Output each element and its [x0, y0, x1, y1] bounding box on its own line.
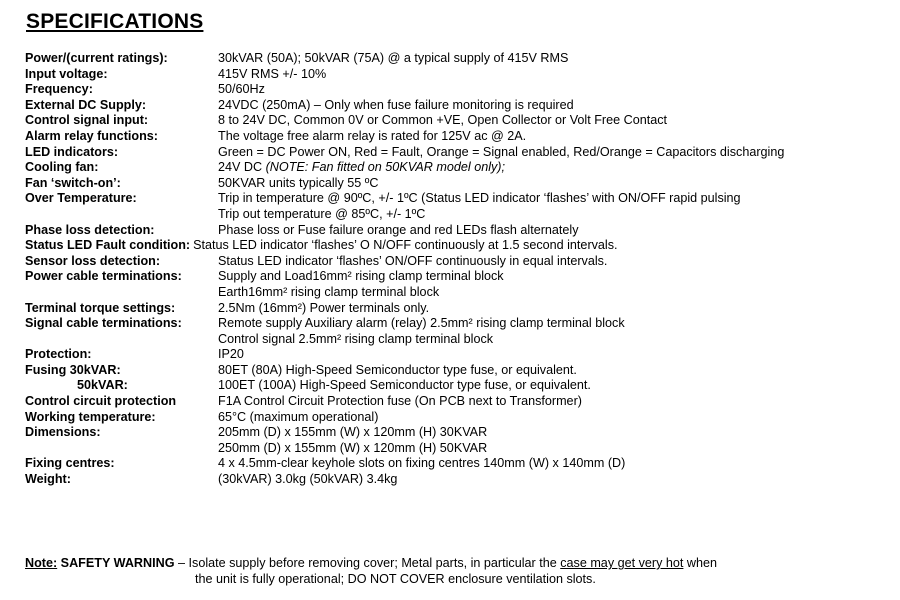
note-text: – Isolate supply before removing cover; Metal parts, in particular the: [174, 556, 561, 570]
spec-value: 2.5Nm (16mm²) Power terminals only.: [218, 300, 430, 315]
spec-value: 50KVAR units typically 55 ºC: [218, 175, 379, 190]
spec-row-fusing-30kvar: [25, 363, 895, 379]
page-title: SPECIFICATIONS: [26, 10, 204, 33]
spec-row-fixing-centres: [25, 456, 895, 472]
spec-row-control-signal: [25, 113, 895, 129]
spec-row-dimensions: [25, 425, 895, 456]
spec-value-note: (NOTE: Fan fitted on 50KVAR model only);: [265, 160, 505, 175]
spec-row-protection: [25, 347, 895, 363]
specifications-list: [25, 51, 895, 488]
spec-row-terminal-torque: [25, 301, 895, 317]
spec-value: Status LED indicator ‘flashes’ ON/OFF continuously in equal intervals.: [218, 253, 608, 268]
spec-value: Phase loss or Fuse failure orange and red LEDs flash alternately: [218, 222, 579, 237]
spec-value-main: 24V DC: [218, 160, 266, 175]
spec-row-external-dc: [25, 98, 895, 114]
spec-label: Signal cable terminations:: [25, 316, 182, 331]
spec-value-line: 205mm (D) x 155mm (W) x 120mm (H) 30KVAR: [218, 425, 488, 440]
spec-row-input-voltage: [25, 67, 895, 83]
spec-value: (30kVAR) 3.0kg (50kVAR) 3.4kg: [218, 472, 398, 487]
note-underlined-text: case may get very hot: [560, 556, 684, 570]
note-label: Note:: [25, 556, 58, 570]
spec-value: 100ET (100A) High-Speed Semiconductor type fuse, or equivalent.: [218, 378, 591, 393]
spec-label: Phase loss detection:: [25, 222, 155, 237]
spec-value-line: Remote supply Auxiliary alarm (relay) 2.5mm² rising clamp terminal block: [218, 316, 625, 331]
spec-value: 24VDC (250mA) – Only when fuse failure monitoring is required: [218, 97, 574, 112]
spec-value: IP20: [218, 347, 244, 362]
spec-row-phase-loss: [25, 223, 895, 239]
spec-row-weight: [25, 472, 895, 488]
spec-label: External DC Supply:: [25, 97, 147, 112]
spec-value: 415V RMS +/- 10%: [218, 66, 327, 81]
spec-row-alarm-relay: [25, 129, 895, 145]
note-line-2: the unit is fully operational; DO NOT COVER enclosure ventilation slots.: [195, 571, 596, 586]
spec-row-fusing-50kvar: [25, 378, 895, 394]
spec-row-fan-switch-on: [25, 176, 895, 192]
spec-value: 80ET (80A) High-Speed Semiconductor type fuse, or equivalent.: [218, 362, 577, 377]
spec-row-frequency: [25, 82, 895, 98]
spec-value: 50/60Hz: [218, 82, 265, 97]
spec-row-power-cable: [25, 269, 895, 300]
spec-label: Sensor loss detection:: [25, 253, 161, 268]
spec-label: LED indicators:: [25, 144, 119, 159]
spec-value: [218, 316, 625, 347]
spec-label: Power/(current ratings):: [25, 51, 168, 65]
spec-value: The voltage free alarm relay is rated for 125V ac @ 2A.: [218, 128, 527, 143]
spec-row-working-temperature: [25, 410, 895, 426]
spec-row-over-temperature: [25, 191, 895, 222]
spec-label: 50kVAR:: [77, 378, 128, 393]
spec-label: Fan ‘switch-on’:: [25, 175, 121, 190]
spec-row-cooling-fan: [25, 160, 895, 176]
spec-label: Control signal input:: [25, 113, 149, 128]
spec-label: Over Temperature:: [25, 191, 137, 206]
spec-row-status-led-fault: [25, 238, 895, 254]
spec-row-power: [25, 51, 895, 67]
spec-label: Weight:: [25, 472, 71, 487]
note-line-1: [25, 556, 885, 572]
spec-row-sensor-loss: [25, 254, 895, 270]
spec-value: 30kVAR (50A); 50kVAR (75A) @ a typical supply of 415V RMS: [218, 51, 569, 65]
spec-row-signal-cable: [25, 316, 895, 347]
note-warning: SAFETY WARNING: [57, 556, 175, 570]
note-text: when: [683, 556, 718, 570]
spec-value: Green = DC Power ON, Red = Fault, Orange = Signal enabled, Red/Orange = Capacitors discharging: [218, 144, 785, 159]
spec-label: Fusing 30kVAR:: [25, 362, 121, 377]
spec-value: 65°C (maximum operational): [218, 409, 379, 424]
spec-value: F1A Control Circuit Protection fuse (On PCB next to Transformer): [218, 394, 582, 409]
spec-label: Fixing centres:: [25, 456, 115, 471]
spec-value-line: Supply and Load16mm² rising clamp terminal block: [218, 269, 504, 284]
spec-label: Protection:: [25, 347, 92, 362]
spec-label: Power cable terminations:: [25, 269, 182, 284]
spec-label: Working temperature:: [25, 409, 156, 424]
spec-value: [218, 425, 487, 456]
spec-row-led-indicators: [25, 145, 895, 161]
spec-label: Frequency:: [25, 82, 93, 97]
spec-value-line: Control signal 2.5mm² rising clamp terminal block: [218, 331, 494, 346]
spec-label: Input voltage:: [25, 66, 108, 81]
spec-label: Alarm relay functions:: [25, 128, 158, 143]
spec-label: Cooling fan:: [25, 160, 99, 175]
spec-value: 4 x 4.5mm-clear keyhole slots on fixing centres 140mm (W) x 140mm (D): [218, 456, 626, 471]
spec-value: [218, 191, 741, 222]
spec-label: Control circuit protection: [25, 394, 177, 409]
spec-row-control-circuit: [25, 394, 895, 410]
spec-value: [218, 160, 505, 176]
spec-value-line: Earth16mm² rising clamp terminal block: [218, 284, 440, 299]
spec-value: Status LED indicator ‘flashes’ O N/OFF continuously at 1.5 second intervals.: [193, 238, 618, 253]
spec-label: Terminal torque settings:: [25, 300, 176, 315]
spec-value-line: 250mm (D) x 155mm (W) x 120mm (H) 50KVAR: [218, 440, 488, 455]
spec-label: Dimensions:: [25, 425, 101, 440]
spec-value: [218, 269, 504, 300]
spec-value: 8 to 24V DC, Common 0V or Common +VE, Open Collector or Volt Free Contact: [218, 113, 668, 128]
spec-value-line: Trip out temperature @ 85ºC, +/- 1ºC: [218, 206, 426, 221]
safety-warning-note: [25, 556, 885, 587]
spec-value-line: Trip in temperature @ 90ºC, +/- 1ºC (Status LED indicator ‘flashes’ with ON/OFF rapid pulsing: [218, 191, 741, 206]
spec-label: Status LED Fault condition:: [25, 238, 191, 253]
